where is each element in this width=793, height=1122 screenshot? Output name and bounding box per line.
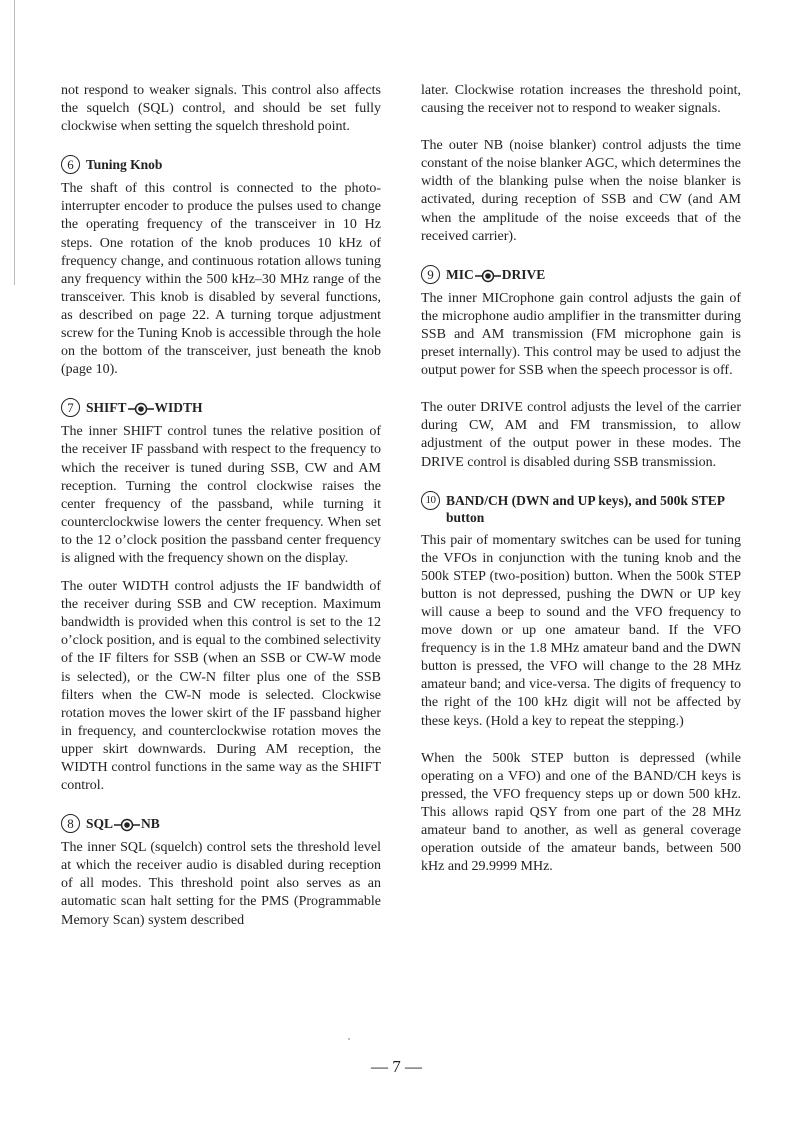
section-10-heading xyxy=(421,491,741,526)
section-6-heading xyxy=(61,155,381,174)
paragraph-shift: The inner SHIFT control tunes the relative position of the receiver IF passband with respect to the frequency to which the receiver is tuned during SSB, CW and AM reception. Turning the control clockwise raises the center frequency of the passband, while turning it counterclockwise lowers the center frequency. When set to the 12 o’clock position the passband center frequency is aligned with the frequency shown on the display. xyxy=(61,424,381,566)
paragraph-tuning-knob: The shaft of this control is connected to the photo-interrupter encoder to produce the pulses used to change the operating frequency of the transceiver in 10 Hz steps. One rotation of the knob produces 10 kHz of frequency change, and continuous rotation allows tuning any frequency within the 500 kHz–30 MHz range of the transceiver. This knob is disabled by several functions, as described on page 22. A turning torque adjustment screw for the Tuning Knob is accessible through the hole on the bottom of the transceiver, just beneath the knob (page 10). xyxy=(61,181,381,378)
section-title-sql: SQL xyxy=(86,816,114,832)
paragraph-width: The outer WIDTH control adjusts the IF bandwidth of the receiver during SSB and CW reception. Maximum bandwidth is provided when this control is set to the 12 o’clock position, and is equal to the combined selectivity of the IF filters for SSB (when an SSB or CW-W mode is selected), or the CW-N filter plus one of the SSB filters when the CW-N mode is selected. Clockwise rotation moves the lower skirt of the IF passband higher in frequency, and counterclockwise rotation moves the upper skirt downwards. During AM reception, the WIDTH control functions in the same way as the SHIFT control. xyxy=(61,579,381,794)
concentric-knob-icon xyxy=(475,269,501,283)
section-title-drive: DRIVE xyxy=(501,266,546,282)
paragraph-sql-continued: later. Clockwise rotation increases the threshold point, causing the receiver not to respond to weaker signals. xyxy=(421,83,741,117)
section-number-6: 6 xyxy=(61,155,80,174)
speck-mark xyxy=(348,1038,350,1040)
section-8-heading xyxy=(61,814,381,833)
concentric-knob-icon xyxy=(114,818,140,832)
section-title-shift: SHIFT xyxy=(86,400,127,416)
section-title-band-ch: BAND/CH (DWN and UP keys), and 500k STEP button xyxy=(446,492,725,525)
section-title-nb: NB xyxy=(141,816,160,832)
section-number-7: 7 xyxy=(61,398,80,417)
paragraph-mic: The inner MICrophone gain control adjusts the gain of the microphone audio amplifier in the transmitter during SSB and AM transmission (FM microphone gain is preset internally). This control may be used to adjust the output power for SSB when the speech processor is off. xyxy=(421,290,741,379)
paragraph-nb: The outer NB (noise blanker) control adjusts the time constant of the noise blanker AGC, which determines the width of the blanking pulse when the noise blanker is activated, during reception of SSB and CW (and AM when the amplitude of the noise exceeds that of the received carrier). xyxy=(421,138,741,244)
paragraph-band-ch: This pair of momentary switches can be used for tuning the VFOs in conjunction with the tuning knob and the 500k STEP (two-position) button. When the 500k STEP button is not depressed, pushing the DWN or UP key will cause a beep to sound and the VFO frequency to move down or up one amateur band. If the VFO frequency is in the 1.8 MHz amateur band and the DWN button is pressed, the VFO will change to the 28 MHz amateur band; and vice-versa. The digits of frequency to the right of the 100 kHz digit will not be affected by these keys. (Hold a key to repeat the stepping.) xyxy=(421,532,741,729)
concentric-knob-icon xyxy=(128,402,154,416)
binding-edge-line xyxy=(14,0,15,285)
section-number-8: 8 xyxy=(61,814,80,833)
section-title-mic: MIC xyxy=(446,266,474,282)
section-title-tuning-knob: Tuning Knob xyxy=(86,157,163,173)
section-9-heading xyxy=(421,265,741,284)
paragraph-sql: The inner SQL (squelch) control sets the threshold level at which the receiver audio is disabled during reception of all modes. This threshold point also serves as an automatic scan halt setting for the PMS (Programmable Memory Scan) system described xyxy=(61,840,381,928)
section-7-heading xyxy=(61,398,381,417)
section-number-10: 10 xyxy=(421,491,440,510)
right-column xyxy=(421,82,741,895)
section-title-width: WIDTH xyxy=(154,400,203,416)
page-number: — 7 — xyxy=(371,1057,422,1076)
paragraph-500k-step: When the 500k STEP button is depressed (while operating on a VFO) and one of the BAND/CH keys is pressed, the VFO frequency steps up or down 500 kHz. This allows rapid QSY from one part of the 28 MHz amateur band to another, as well as general coverage operation outside of the amateur bands, between 500 kHz and 29.9999 MHz. xyxy=(421,750,741,875)
paragraph-intro: not respond to weaker signals. This control also affects the squelch (SQL) control, and should be set fully clockwise when setting the squelch threshold point. xyxy=(61,83,381,135)
left-column xyxy=(61,82,381,949)
section-number-9: 9 xyxy=(421,265,440,284)
paragraph-drive: The outer DRIVE control adjusts the level of the carrier during CW, AM and FM transmission, to allow adjustment of the output power in these modes. The DRIVE control is disabled during SSB transmission. xyxy=(421,400,741,470)
